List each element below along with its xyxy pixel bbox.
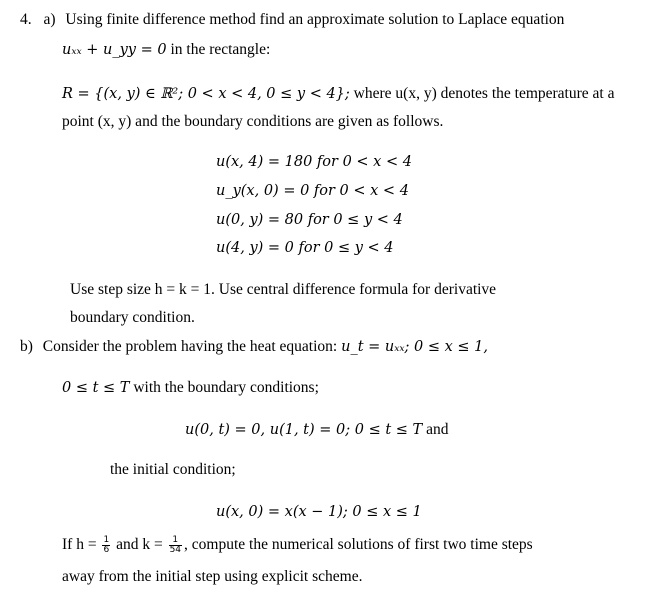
time-range-suffix: with the boundary conditions; xyxy=(133,379,319,396)
last-line xyxy=(62,567,362,587)
if-text: If h = xyxy=(62,536,97,553)
condition-4: u(4, y) = 0 for 0 ≤ y < 4 xyxy=(216,240,394,256)
region-line-2 xyxy=(62,112,443,132)
laplace-equation-suffix: in the rectangle: xyxy=(170,41,271,58)
part-b-intro-line xyxy=(20,337,488,357)
region-definition: R = {(x, y) ∈ ℝ²; 0 < x < 4, 0 ≤ y < 4}; xyxy=(62,86,350,102)
initial-condition-line xyxy=(216,502,422,522)
time-range-line xyxy=(62,378,319,398)
boundary-conditions-line xyxy=(185,420,448,440)
step-size-line-2 xyxy=(70,308,195,328)
part-a-label: a) xyxy=(43,11,56,28)
and-text: and k = xyxy=(116,536,163,553)
boundary-conditions: u(0, t) = 0, u(1, t) = 0; 0 ≤ t ≤ T xyxy=(185,422,423,438)
heat-equation: u_t = uₓₓ; 0 ≤ x ≤ 1, xyxy=(341,339,488,355)
laplace-equation-line xyxy=(62,40,270,60)
laplace-equation: uₓₓ + u_yy = 0 xyxy=(62,42,167,58)
condition-1: u(x, 4) = 180 for 0 < x < 4 xyxy=(216,154,412,170)
part-a-intro-line xyxy=(20,10,564,30)
step-size-text-2: boundary condition. xyxy=(70,309,195,326)
step-size-line xyxy=(70,280,496,300)
h-fraction: $\frac{1}{6}$ xyxy=(103,534,110,555)
part-b-label: b) xyxy=(20,338,33,355)
condition-3: u(0, y) = 80 for 0 ≤ y < 4 xyxy=(216,212,403,228)
step-size-text: Use step size h = k = 1. Use central difference formula for derivative xyxy=(70,281,497,298)
initial-condition: u(x, 0) = x(x − 1); 0 ≤ x ≤ 1 xyxy=(216,504,422,520)
boundary-suffix: and xyxy=(426,421,449,438)
part-a-intro: Using finite difference method find an approximate solution to Laplace equation xyxy=(65,11,565,28)
step-sizes-line xyxy=(62,535,533,555)
initial-condition-label-line xyxy=(110,460,236,480)
condition-2: u_y(x, 0) = 0 for 0 < x < 4 xyxy=(216,183,409,199)
k-fraction: $\frac{1}{54}$ xyxy=(169,534,182,555)
explicit-scheme-text: away from the initial step using explicit scheme. xyxy=(62,568,363,585)
region-suffix: where u(x, y) denotes the temperature at a xyxy=(353,85,615,102)
region-continuation: point (x, y) and the boundary conditions are given as follows. xyxy=(62,113,444,130)
problem-number: 4. xyxy=(20,11,32,28)
region-line xyxy=(62,84,614,104)
part-b-intro: Consider the problem having the heat equation: xyxy=(42,338,338,355)
tail-text: , compute the numerical solutions of first two time steps xyxy=(184,536,533,553)
initial-condition-label: the initial condition; xyxy=(110,461,236,478)
time-range: 0 ≤ t ≤ T xyxy=(62,380,130,396)
